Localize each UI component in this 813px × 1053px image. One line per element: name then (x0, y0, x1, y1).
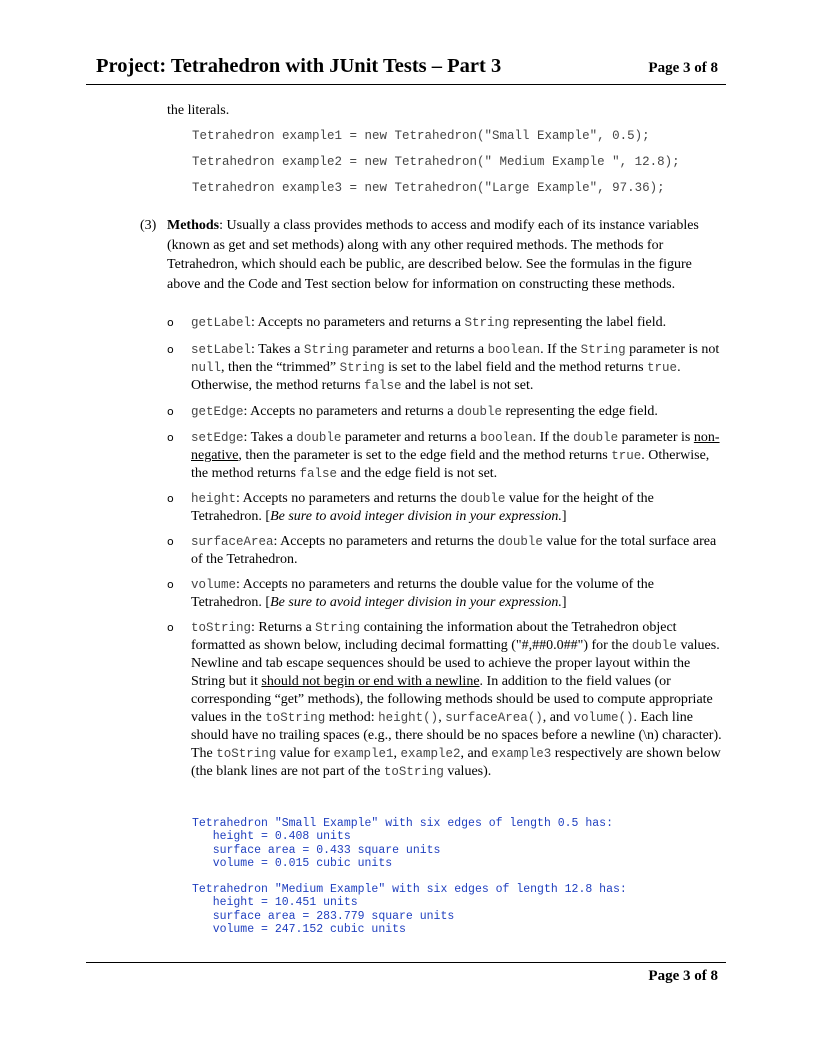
method-name: getLabel (191, 316, 252, 330)
code-term: height() (378, 711, 439, 725)
item-text: values). (443, 764, 492, 779)
bullet-icon: o (167, 405, 174, 418)
list-item-setLabel (167, 341, 727, 395)
item-text: , then the parameter is set to the edge field and the method returns (238, 448, 612, 463)
item-text: : Takes a (251, 342, 304, 357)
item-text: . Otherwise, the method returns (191, 448, 710, 481)
item-text: and the label is not set. (401, 378, 534, 393)
item-text: is set to the label field and the method returns (384, 360, 648, 375)
item-text: . Each line should have no trailing spaces (e.g., there should be no spaces before a newline (\n) character). The (191, 710, 722, 761)
code-term: String (464, 316, 510, 330)
item-text: value for the total surface area of the Tetrahedron. (191, 534, 717, 567)
item-text: . In addition to the field values (or corresponding “get” methods), the following methods should be used to compute appropriate values in the (191, 674, 713, 725)
item-text: value for (276, 746, 334, 761)
method-name: surfaceArea (191, 535, 274, 549)
method-name: height (191, 492, 237, 506)
list-item-toString (167, 619, 727, 781)
bullet-icon: o (167, 621, 174, 634)
code-term: double (497, 535, 543, 549)
methods-number: (3) (140, 218, 157, 233)
code-term: example3 (491, 747, 552, 761)
item-text: ] (561, 595, 567, 610)
item-text: : Accepts no parameters and returns the double value for the volume of the Tetrahedron. [ (191, 577, 654, 610)
item-text: . If the (540, 342, 581, 357)
continuation-text: the literals. (167, 103, 230, 118)
code-line-example2: Tetrahedron example2 = new Tetrahedron(" Medium Example ", 12.8); (192, 155, 680, 169)
item-text: , (393, 746, 401, 761)
item-text: : Accepts no parameters and returns the (273, 534, 498, 549)
code-term: double (460, 492, 506, 506)
method-name: setEdge (191, 431, 244, 445)
list-item-volume (167, 576, 727, 612)
list-item-height (167, 490, 727, 526)
bullet-icon: o (167, 492, 174, 505)
code-term: example2 (400, 747, 461, 761)
code-term: double (296, 431, 342, 445)
code-term: false (299, 467, 337, 481)
code-term: boolean (480, 431, 533, 445)
code-term: boolean (487, 343, 541, 357)
item-text: parameter is not (625, 342, 720, 357)
code-term: true (647, 361, 678, 375)
item-text: . Otherwise, the method returns (191, 360, 681, 393)
item-text: . If the (532, 430, 574, 445)
item-text: ] (561, 509, 567, 524)
item-text: containing the information about the Tetrahedron object formatted as shown below, including decimal formatting ("#,##0.0##") for the (191, 620, 677, 653)
item-text: : Accepts no parameters and returns a (243, 404, 457, 419)
code-term: double (573, 431, 619, 445)
item-text: parameter and returns a (341, 430, 481, 445)
item-text: parameter and returns a (348, 342, 488, 357)
list-item-getLabel (167, 314, 727, 332)
item-text: respectively are shown below (the blank lines are not part of the (191, 746, 721, 779)
footer-page-number: Page 3 of 8 (648, 968, 718, 984)
code-line-example3: Tetrahedron example3 = new Tetrahedron("Large Example", 97.36); (192, 181, 665, 195)
italic-note: Be sure to avoid integer division in your expression. (270, 509, 562, 524)
item-text: : Returns a (251, 620, 316, 635)
header-divider (86, 84, 726, 85)
code-term: example1 (333, 747, 394, 761)
item-text: representing the edge field. (501, 404, 658, 419)
method-name: volume (191, 578, 237, 592)
item-text: : Takes a (243, 430, 297, 445)
code-term: true (611, 449, 642, 463)
item-text: , and (460, 746, 492, 761)
bullet-icon: o (167, 431, 174, 444)
italic-note: Be sure to avoid integer division in your expression. (270, 595, 562, 610)
method-name: toString (191, 621, 252, 635)
item-text: , then the “trimmed” (221, 360, 340, 375)
item-text: value for the height of the Tetrahedron. [ (191, 491, 654, 524)
header-page-number: Page 3 of 8 (648, 60, 718, 76)
method-name: getEdge (191, 405, 244, 419)
code-term: String (580, 343, 626, 357)
item-text: method: (325, 710, 379, 725)
item-text: representing the label field. (509, 315, 667, 330)
page-title: Project: Tetrahedron with JUnit Tests – Part 3 (96, 55, 502, 77)
code-term: toString (383, 765, 444, 779)
bullet-icon: o (167, 578, 174, 591)
list-item-surfaceArea (167, 533, 727, 569)
methods-heading: Methods (167, 218, 220, 233)
bullet-icon: o (167, 343, 174, 356)
bullet-icon: o (167, 316, 174, 329)
list-item-setEdge (167, 429, 727, 483)
code-term: volume() (573, 711, 634, 725)
item-text: : Accepts no parameters and returns a (251, 315, 465, 330)
item-text: : Accepts no parameters and returns the (236, 491, 461, 506)
code-line-example1: Tetrahedron example1 = new Tetrahedron("Small Example", 0.5); (192, 129, 650, 143)
footer-divider (86, 962, 726, 963)
underlined-term: should not begin or end with a newline (261, 674, 480, 689)
item-text: , (438, 710, 446, 725)
methods-section (140, 216, 700, 294)
item-text: , and (542, 710, 574, 725)
tostring-output-example1: Tetrahedron "Small Example" with six edges of length 0.5 has: height = 0.408 units surface area = 0.433 square units volume = 0.015 cubic units (192, 817, 613, 870)
underlined-term: non-negative (191, 430, 720, 463)
code-term: String (339, 361, 385, 375)
item-text: parameter is (618, 430, 694, 445)
code-term: surfaceArea() (445, 711, 543, 725)
code-term: false (364, 379, 402, 393)
item-text: values. Newline and tab escape sequences should be used to achieve the proper layout within the String but it (191, 638, 720, 689)
code-term: toString (265, 711, 326, 725)
code-term: double (631, 639, 677, 653)
methods-description: : Usually a class provides methods to access and modify each of its instance variables (known as get and set methods) along with any other required methods. The methods for Tetrahedron, which should each be public, are described below. See the formulas in the figure above and the Code and Test section below for information on constructing these methods. (167, 218, 699, 292)
code-term: String (303, 343, 349, 357)
code-term: double (456, 405, 502, 419)
method-name: setLabel (191, 343, 252, 357)
code-term: String (315, 621, 361, 635)
bullet-icon: o (167, 535, 174, 548)
code-term: null (191, 361, 222, 375)
code-term: toString (216, 747, 277, 761)
item-text: and the edge field is not set. (337, 466, 498, 481)
tostring-output-example2: Tetrahedron "Medium Example" with six edges of length 12.8 has: height = 10.451 units surface area = 283.779 square units volume = 247.152 cubic units (192, 883, 627, 936)
list-item-getEdge (167, 403, 727, 421)
